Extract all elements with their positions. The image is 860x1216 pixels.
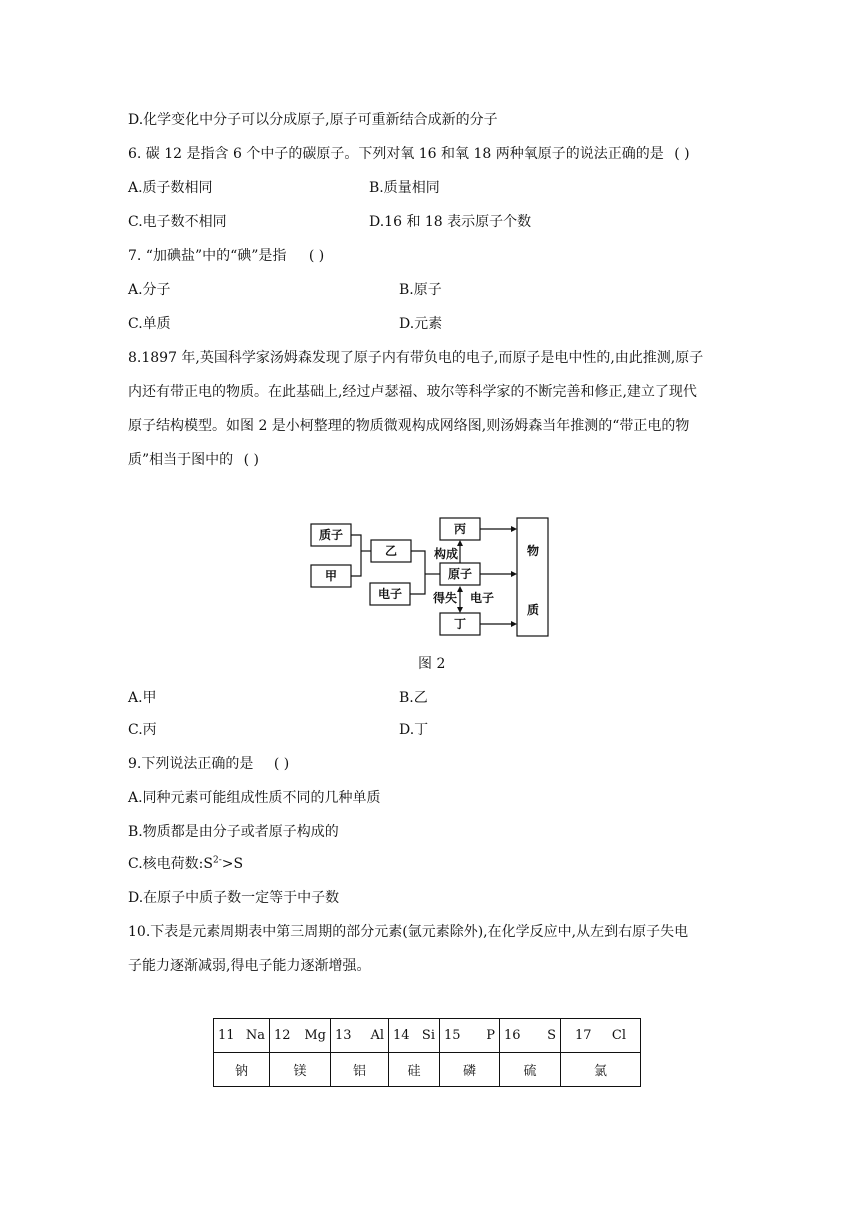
box-proton xyxy=(311,524,351,546)
q7-stem xyxy=(128,246,324,266)
table-cell: 镁 xyxy=(270,1053,331,1087)
element-table xyxy=(213,1018,641,1087)
table-cell: 硅 xyxy=(389,1053,440,1087)
q5-option-d: D.化学变化中分子可以分成原子,原子可重新结合成新的分子 xyxy=(128,112,498,128)
arrowhead-matter-2 xyxy=(511,571,517,577)
label-bing: 丙 xyxy=(453,522,467,536)
label-proton: 质子 xyxy=(318,528,344,542)
box-bing xyxy=(440,518,480,540)
q6-text: 6. 碳 12 是指含 6 个中子的碳原子。下列对氧 16 和氧 18 两种氧原子的说法正确的是 xyxy=(128,146,664,162)
q6-option-c: C.电子数不相同 xyxy=(128,214,227,230)
table-cell: 11 Na xyxy=(214,1019,270,1053)
arrowhead-atom-up xyxy=(457,586,463,592)
q7-text: 7. “加碘盐”中的“碘”是指 xyxy=(128,248,287,264)
table-cell: 硫 xyxy=(500,1053,561,1087)
q8-option-d: D.丁 xyxy=(399,722,429,738)
box-jia xyxy=(311,565,351,587)
q7-option-d: D.元素 xyxy=(399,316,443,332)
q7-option-b: B.原子 xyxy=(399,282,442,298)
arrowhead-bing xyxy=(457,540,463,546)
q8-text: 质”相当于图中的 xyxy=(128,452,234,468)
q9-c-pre: C.核电荷数:S xyxy=(128,856,213,872)
q6-option-d: D.16 和 18 表示原子个数 xyxy=(369,214,532,230)
q9-option-c xyxy=(128,854,243,874)
q10-line-1: 10.下表是元素周期表中第三周期的部分元素(氩元素除外),在化学反应中,从左到右原子失电 xyxy=(128,924,689,940)
link-proton-yi xyxy=(351,535,361,576)
label-compose: 构成 xyxy=(433,547,459,561)
table-cell: 钠 xyxy=(214,1053,270,1087)
q8-option-c: C.丙 xyxy=(128,722,157,738)
q9-c-post: >S xyxy=(221,856,244,872)
box-electron xyxy=(370,583,410,605)
q9-c-sup: 2- xyxy=(212,855,222,866)
q6-option-b: B.质量相同 xyxy=(369,180,440,196)
q9-option-b: B.物质都是由分子或者原子构成的 xyxy=(128,824,339,840)
box-atom xyxy=(440,563,480,585)
table-cell: 15 P xyxy=(440,1019,500,1053)
table-cell: 磷 xyxy=(440,1053,500,1087)
table-row-numbers xyxy=(214,1019,641,1053)
q8-line-1: 8.1897 年,英国科学家汤姆森发现了原子内有带负电的电子,而原子是电中性的,由此推测,原子 xyxy=(128,350,704,366)
q9-answer-paren: ( ) xyxy=(273,756,290,772)
q8-option-a: A.甲 xyxy=(128,690,157,706)
q9-stem xyxy=(128,754,289,774)
box-ding xyxy=(440,613,480,635)
q8-line-4 xyxy=(128,450,259,470)
q6-option-a: A.质子数相同 xyxy=(128,180,213,196)
table-cell: 12 Mg xyxy=(270,1019,331,1053)
table-cell: 氯 xyxy=(561,1053,641,1087)
q8-line-3: 原子结构模型。如图 2 是小柯整理的物质微观构成网络图,则汤姆森当年推测的“带正电的物 xyxy=(128,418,690,434)
arrowhead-ding-down xyxy=(457,607,463,613)
q6-stem xyxy=(128,144,690,164)
table-cell: 17 Cl xyxy=(561,1019,641,1053)
label-matter-1: 物 xyxy=(526,544,540,558)
label-gain-lose: 得失 xyxy=(432,591,458,605)
table-cell: 16 S xyxy=(500,1019,561,1053)
arrowhead-matter-1 xyxy=(511,526,517,532)
figure-caption: 图 2 xyxy=(418,656,446,672)
q8-option-b: B.乙 xyxy=(399,690,428,706)
q7-answer-paren: ( ) xyxy=(308,248,325,264)
q9-option-d: D.在原子中质子数一定等于中子数 xyxy=(128,890,340,906)
label-electron-2: 电子 xyxy=(469,591,495,605)
q8-line-2: 内还有带正电的物质。在此基础上,经过卢瑟福、玻尔等科学家的不断完善和修正,建立了现代 xyxy=(128,384,697,400)
q7-option-a: A.分子 xyxy=(128,282,171,298)
table-cell: 铝 xyxy=(331,1053,389,1087)
q9-option-a: A.同种元素可能组成性质不同的几种单质 xyxy=(128,790,381,806)
label-jia: 甲 xyxy=(324,569,338,583)
label-yi: 乙 xyxy=(384,544,398,558)
table-cell: 13 Al xyxy=(331,1019,389,1053)
link-yi-atom xyxy=(410,551,425,594)
label-electron: 电子 xyxy=(377,587,403,601)
label-atom: 原子 xyxy=(447,567,473,581)
q8-answer-paren: ( ) xyxy=(243,452,259,468)
box-yi xyxy=(371,540,411,562)
label-ding: 丁 xyxy=(453,617,467,631)
q7-option-c: C.单质 xyxy=(128,316,171,332)
table-row-names xyxy=(214,1053,641,1087)
label-matter-2: 质 xyxy=(526,603,540,617)
table-cell: 14 Si xyxy=(389,1019,440,1053)
box-matter xyxy=(517,518,548,636)
q10-line-2: 子能力逐渐减弱,得电子能力逐渐增强。 xyxy=(128,958,371,974)
arrowhead-matter-3 xyxy=(511,621,517,627)
q6-answer-paren: ( ) xyxy=(674,146,690,162)
q9-text: 9.下列说法正确的是 xyxy=(128,756,254,772)
